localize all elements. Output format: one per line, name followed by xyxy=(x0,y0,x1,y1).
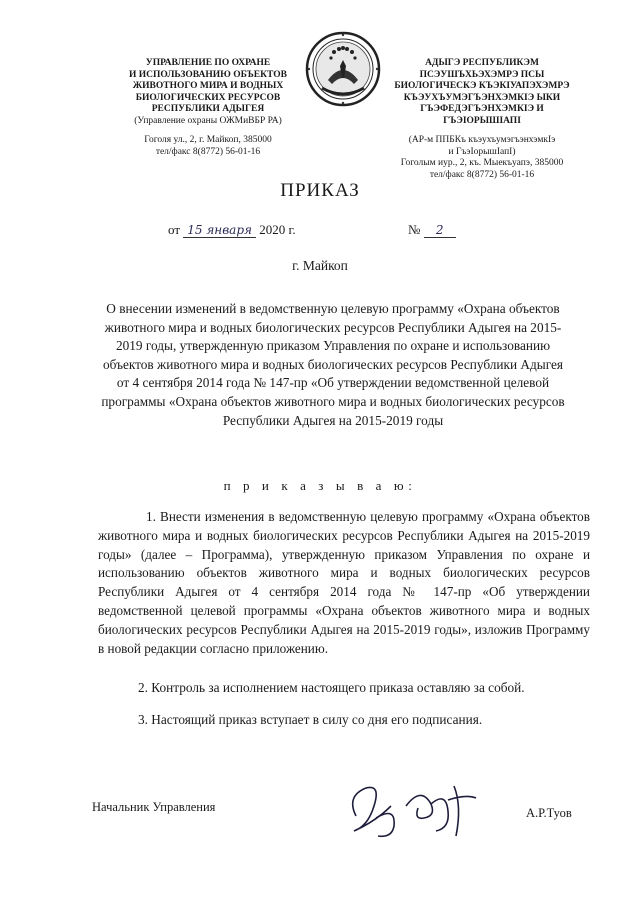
header-left-line: И ИСПОЛЬЗОВАНИЮ ОБЪЕКТОВ xyxy=(129,69,287,80)
order-paragraph-2: 2. Контроль за исполнением настоящего приказа оставляю за собой. xyxy=(138,680,525,695)
header-left-line: РЕСПУБЛИКИ АДЫГЕЯ xyxy=(151,104,265,114)
header-right-line: ГЪЭФЕДЭГЪЭНХЭМКІЭ И ГЪЭІОРЫШІАПІ xyxy=(420,104,544,126)
order-paragraph-3: 3. Настоящий приказ вступает в силу со дня его подписания. xyxy=(138,712,483,727)
header-right-phone: тел/факс 8(8772) 56-01-16 xyxy=(429,169,535,180)
header-right-address: Гоголым иур., 2, къ. Мыекъуапэ, 385000 xyxy=(400,158,564,168)
header-left-block xyxy=(92,58,324,158)
header-right-abbr: и ГъэІорышІапІ) xyxy=(448,146,516,157)
header-left-abbr: (Управление охраны ОЖМиВБР РА) xyxy=(134,115,282,126)
handwritten-number: 2 xyxy=(424,223,456,238)
date-year: 2020 г. xyxy=(259,222,296,237)
signatory-position: Начальник Управления xyxy=(92,800,216,814)
header-right-block xyxy=(384,58,580,181)
coat-of-arms-emblem-icon xyxy=(304,30,382,108)
number-label: № xyxy=(408,222,421,237)
header-left-line: ЖИВОТНОГО МИРА И ВОДНЫХ xyxy=(132,81,284,91)
header-left-phone: тел/факс 8(8772) 56-01-16 xyxy=(155,146,261,157)
order-paragraph-1: 1. Внести изменения в ведомственную целевую программу «Охрана объектов животного мира и водных биологических ресурсов Республики Адыгея на 2015-2019 годы» (далее – Программа), утвержденную приказом Управления по охране и использованию объектов животного мира и водных биологических ресурсов Республики Адыгея от 4 сентября 2014 года № 147-пр «Об утверждении ведомственной целевой программы «Охрана объектов животного мира и водных биологических ресурсов Республики Адыгея на 2015-2019 годы», изложив Программу в новой редакции согласно приложению. xyxy=(98,509,590,656)
handwritten-date: 15 января xyxy=(183,223,256,238)
header-right-line: АДЫГЭ РЕСПУБЛИКЭМ xyxy=(425,58,539,68)
handwritten-signature-icon xyxy=(336,776,496,846)
order-subject: О внесении изменений в ведомственную целевую программу «Охрана объектов животного мира и водных биологических ресурсов Республики Адыгея на 2015-2019 годы, утвержденную приказом Управления по охране и использованию объектов животного мира и водных биологических ресурсов Республики Адыгея от 4 сентября 2014 года № 147-пр «Об утверждении ведомственной целевой программы «Охрана объектов животного мира и водных биологических ресурсов Республики Адыгея на 2015-2019 годы xyxy=(101,301,565,428)
header-left-line: БИОЛОГИЧЕСКИХ РЕСУРСОВ xyxy=(135,92,281,103)
header-left-address: Гоголя ул., 2, г. Майкоп, 385000 xyxy=(144,135,272,145)
header-right-abbr: (АР-м ППБКъ къэухъумэгъэнхэмкІэ xyxy=(408,135,556,145)
order-number xyxy=(408,222,456,238)
city: г. Майкоп xyxy=(292,258,348,273)
order-date xyxy=(168,222,296,238)
signatory-name: А.Р.Туов xyxy=(526,806,572,820)
document-title: ПРИКАЗ xyxy=(280,180,360,201)
header-right-line: ПСЭУШЪХЬЭХЭМРЭ ПСЫ xyxy=(419,69,545,80)
order-word: п р и к а з ы в а ю: xyxy=(223,478,417,493)
header-right-line: БИОЛОГИЧЕСКЭ КЪЭКІУАПЭХЭМРЭ xyxy=(394,81,570,91)
date-prefix: от xyxy=(168,222,181,237)
header-right-line: КЪЭУХЪУМЭГЪЭНХЭМКІЭ ЫКИ xyxy=(403,92,561,103)
header-left-line: УПРАВЛЕНИЕ ПО ОХРАНЕ xyxy=(145,58,271,68)
